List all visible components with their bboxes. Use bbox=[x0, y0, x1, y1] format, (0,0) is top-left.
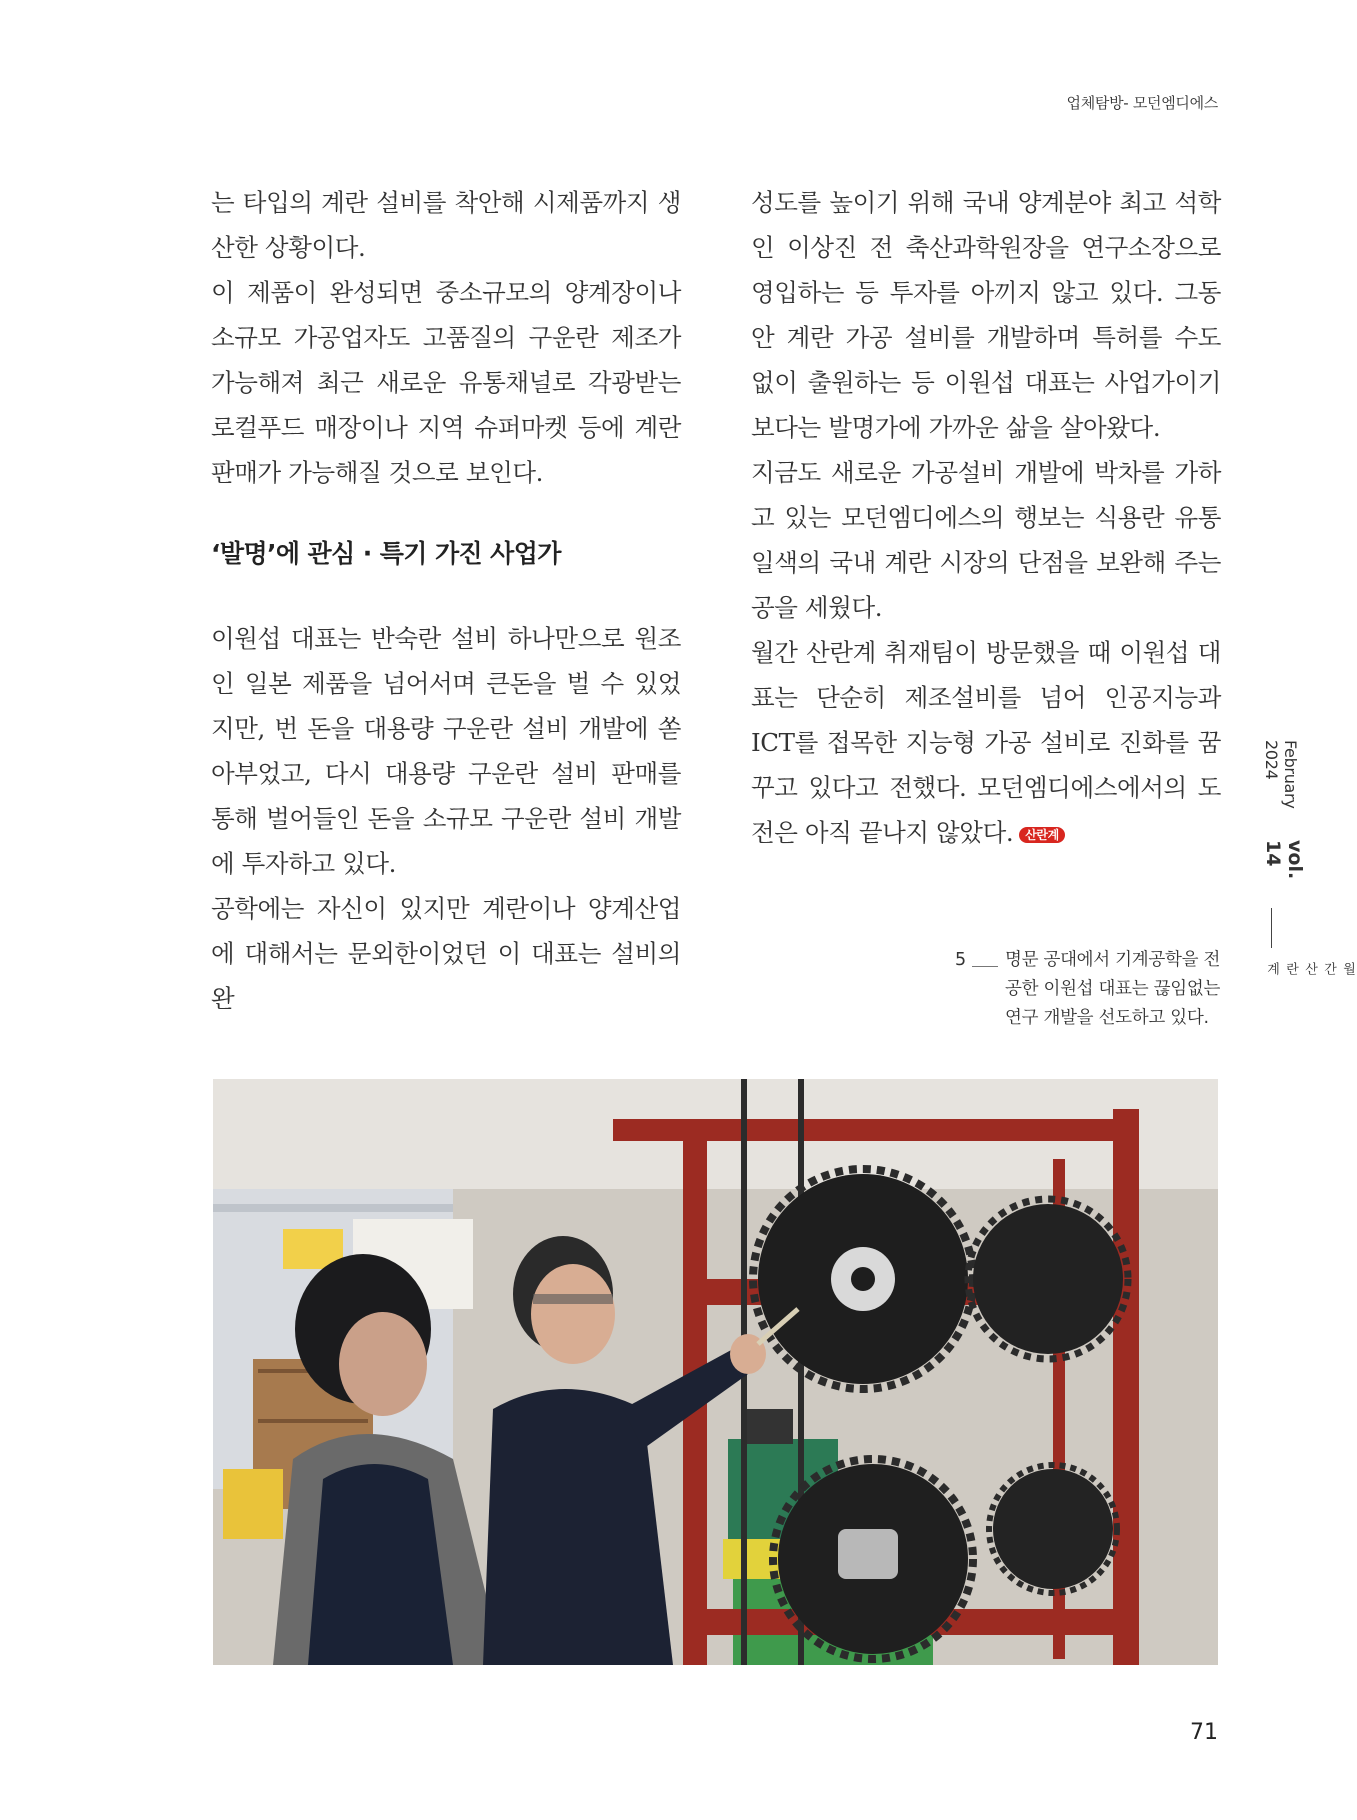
magazine-name: 월간산란계 bbox=[1264, 962, 1355, 975]
photo-caption bbox=[955, 946, 1225, 1033]
paragraph bbox=[751, 630, 1221, 855]
right-column bbox=[751, 180, 1221, 855]
paragraph: 지금도 새로운 가공설비 개발에 박차를 가하고 있는 모던엠디에스의 행보는 식용란 유통 일색의 국내 계란 시장의 단점을 보완해 주는 공을 세웠다. bbox=[751, 458, 1221, 622]
paragraph-text: 월간 산란계 취재팀이 방문했을 때 이원섭 대표는 단순히 제조설비를 넘어 인공지능과 ICT를 접목한 지능형 가공 설비로 진화를 꿈꾸고 있다고 전했다. 모던엠디에스에서의 도전은 아직 끝나지 않았다. bbox=[751, 638, 1221, 847]
article-photo bbox=[213, 1079, 1218, 1665]
issue-volume: vol. 14 bbox=[1262, 840, 1306, 880]
end-mark-badge: 산란계 bbox=[1019, 827, 1065, 843]
paragraph: 이원섭 대표는 반숙란 설비 하나만으로 원조인 일본 제품을 넘어서며 큰돈을 벌 수 있었지만, 번 돈을 대용량 구운란 설비 개발에 쏟아부었고, 다시 대용량 구운란 설비 판매를 통해 벌어들인 돈을 소규모 구운란 설비 개발에 투자하고 있다. bbox=[211, 624, 681, 878]
page-number: 71 bbox=[1190, 1720, 1218, 1745]
left-column bbox=[211, 180, 681, 1021]
caption-text: 명문 공대에서 기계공학을 전공한 이원섭 대표는 끊임없는 연구 개발을 선도하고 있다. bbox=[1005, 950, 1221, 1028]
paragraph: 성도를 높이기 위해 국내 양계분야 최고 석학인 이상진 전 축산과학원장을 연구소장으로 영입하는 등 투자를 아끼지 않고 있다. 그동안 계란 가공 설비를 개발하며 특허를 수도 없이 출원하는 등 이원섭 대표는 사업가이기보다는 발명가에 가까운 삶을 살아왔다. bbox=[751, 188, 1221, 442]
caption-number: 5 bbox=[955, 950, 967, 970]
paragraph: 는 타입의 계란 설비를 착안해 시제품까지 생산한 상황이다. bbox=[211, 188, 681, 262]
section-header: 업체탐방- 모던엠디에스 bbox=[1066, 94, 1218, 112]
sidebar-divider bbox=[1271, 908, 1272, 948]
issue-date: February 2024 bbox=[1262, 740, 1300, 809]
section-heading: ‘발명’에 관심 · 특기 가진 사업가 bbox=[211, 539, 561, 568]
paragraph: 이 제품이 완성되면 중소규모의 양계장이나 소규모 가공업자도 고품질의 구운란 제조가 가능해져 최근 새로운 유통채널로 각광받는 로컬푸드 매장이나 지역 슈퍼마켓 등에 계란 판매가 가능해질 것으로 보인다. bbox=[211, 278, 681, 487]
caption-rule bbox=[972, 966, 998, 967]
paragraph: 공학에는 자신이 있지만 계란이나 양계산업에 대해서는 문외한이었던 이 대표는 설비의 완 bbox=[211, 894, 681, 1013]
